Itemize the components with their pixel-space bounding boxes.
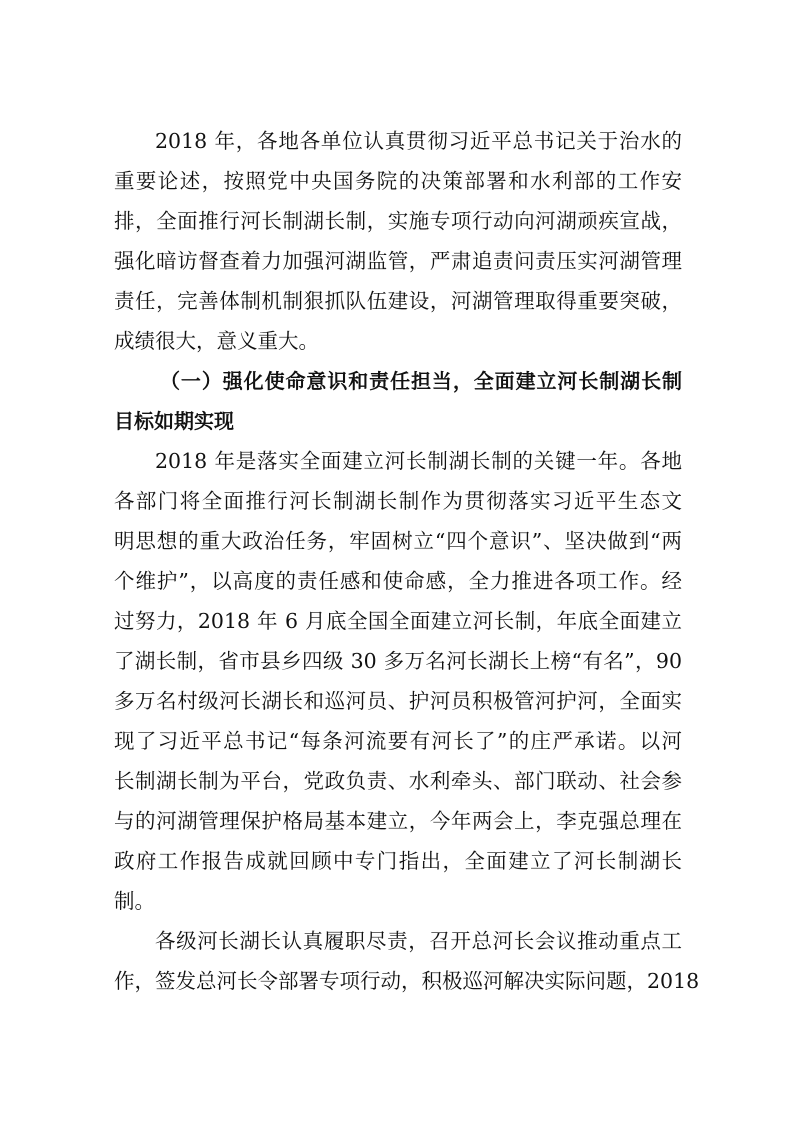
paragraph-1-line: 重要论述，按照党中央国务院的决策部署和水利部的工作安 (114, 169, 682, 193)
paragraph-2-line: 现了习近平总书记“每条河流要有河长了”的庄严承诺。以河 (114, 729, 682, 753)
paragraph-1-line: 排，全面推行河长制湖长制，实施专项行动向河湖顽疾宣战， (114, 209, 682, 233)
paragraph-2-line: 个维护”，以高度的责任感和使命感，全力推进各项工作。经 (114, 569, 682, 593)
paragraph-2-line: 明思想的重大政治任务，牢固树立“四个意识”、坚决做到“两 (114, 529, 682, 553)
paragraph-1-line: 强化暗访督查着力加强河湖监管，严肃追责问责压实河湖管理 (114, 249, 682, 273)
section-heading-line: （一）强化使命意识和责任担当，全面建立河长制湖长制 (160, 369, 682, 393)
paragraph-2-line: 了湖长制，省市县乡四级 30 多万名河长湖长上榜“有名”，90 (114, 649, 682, 673)
paragraph-2-line: 政府工作报告成就回顾中专门指出，全面建立了河长制湖长 (114, 849, 682, 873)
paragraph-2-line: 多万名村级河长湖长和巡河员、护河员积极管河护河，全面实 (114, 689, 682, 713)
paragraph-2-line: 过努力，2018 年 6 月底全国全面建立河长制，年底全面建立 (114, 609, 682, 633)
paragraph-2-line: 与的河湖管理保护格局基本建立，今年两会上，李克强总理在 (114, 809, 682, 833)
paragraph-1-line: 责任，完善体制机制狠抓队伍建设，河湖管理取得重要突破， (114, 289, 682, 313)
paragraph-3-line: 各级河长湖长认真履职尽责，召开总河长会议推动重点工 (155, 929, 682, 953)
paragraph-2-line: 长制湖长制为平台，党政负责、水利牵头、部门联动、社会参 (114, 769, 682, 793)
paragraph-2-line: 制。 (114, 889, 155, 913)
paragraph-2-line: 2018 年是落实全面建立河长制湖长制的关键一年。各地 (155, 449, 682, 473)
paragraph-1-line: 2018 年，各地各单位认真贯彻习近平总书记关于治水的 (155, 129, 682, 153)
section-heading-line: 目标如期实现 (114, 409, 234, 433)
paragraph-2-line: 各部门将全面推行河长制湖长制作为贯彻落实习近平生态文 (114, 489, 682, 513)
paragraph-3-line: 作，签发总河长令部署专项行动，积极巡河解决实际问题，2018 (114, 969, 700, 993)
paragraph-1-line: 成绩很大，意义重大。 (114, 329, 319, 353)
